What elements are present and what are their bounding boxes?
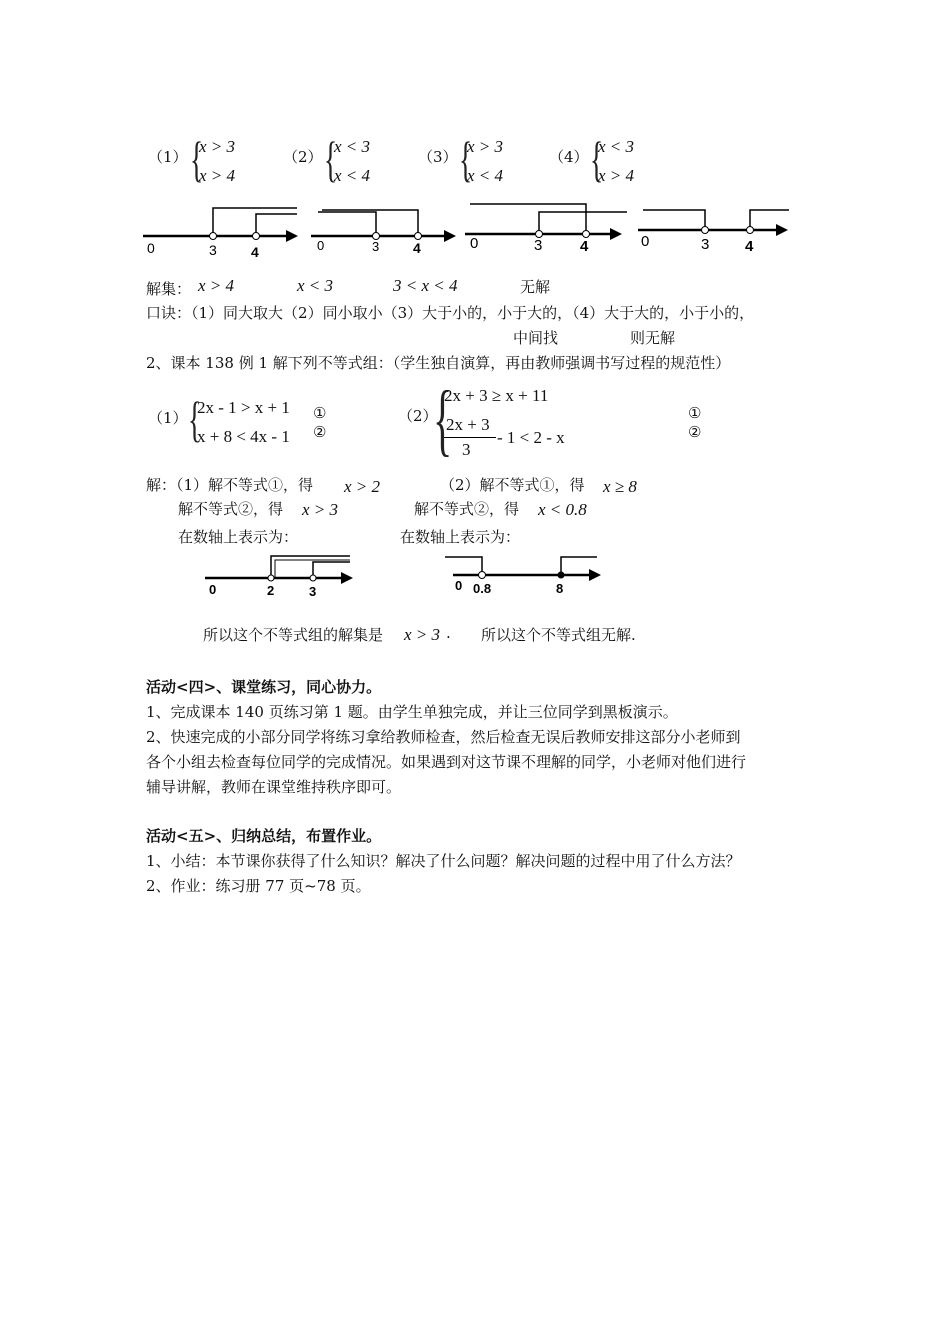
tick-label: 4 — [745, 238, 754, 255]
tick-label: 3 — [701, 236, 710, 253]
fraction-numerator: 2x + 3 — [446, 415, 490, 434]
tick-label: 0 — [470, 235, 479, 252]
number-line-4 — [635, 200, 795, 265]
conclusion-end: . — [446, 624, 451, 642]
mnemonic-sub: 则无解 — [630, 329, 676, 347]
tick-label: 0 — [317, 238, 325, 253]
tick-label: 4 — [580, 238, 589, 255]
number-line-3 — [462, 198, 632, 263]
paragraph: 1、小结：本节课你获得了什么知识？解决了什么问题？解决问题的过程中用了什么方法？ — [146, 852, 741, 870]
brace-icon: { — [433, 376, 453, 464]
paragraph: 2、快速完成的小部分同学将练习拿给教师检查，然后检查无误后教师安排这部分小老师到 — [146, 728, 741, 746]
solution-set: 3 < x < 4 — [393, 276, 458, 295]
solution-math: x > 3 — [302, 500, 339, 519]
activity-4-title: 活动<四>、课堂练习，同心协力。 — [146, 678, 382, 696]
tick-label: 3 — [372, 239, 380, 254]
brace-icon: { — [190, 131, 204, 187]
paragraph: 2、作业：练习册 77 页~78 页。 — [146, 877, 371, 895]
conclusion-text: 所以这个不等式组无解. — [481, 626, 636, 644]
tick-label: 4 — [251, 244, 259, 260]
solution-set: 无解 — [520, 278, 551, 296]
system-label: （4） — [549, 148, 589, 166]
inequality: x < 4 — [467, 166, 504, 185]
inequality: x < 3 — [598, 137, 635, 156]
conclusion-math: x > 3 — [404, 625, 441, 644]
number-line-solution-1 — [200, 548, 360, 600]
solution-text: 解不等式②，得 — [414, 500, 520, 518]
tick-label: 4 — [413, 240, 421, 256]
solution-math: x ≥ 8 — [603, 477, 637, 496]
inequality: 2x + 3 ≥ x + 11 — [444, 386, 549, 405]
inequality: x < 4 — [334, 166, 371, 185]
brace-icon: { — [188, 391, 202, 447]
circled-number: ② — [688, 423, 702, 441]
tick-label: 8 — [556, 581, 564, 596]
system-label: （3） — [418, 148, 458, 166]
number-line-1 — [140, 200, 305, 265]
paragraph: 1、完成课本 140 页练习第 1 题。由学生单独完成，并让三位同学到黑板演示。 — [146, 703, 678, 721]
mnemonic-sub: 中间找 — [513, 329, 559, 347]
system-label: （2） — [398, 407, 438, 425]
solution-set: x > 4 — [198, 276, 235, 295]
paragraph: 各个小组去检查每位同学的完成情况。如果遇到对这节课不理解的同学，小老师对他们进行 — [146, 753, 747, 771]
inequality: - 1 < 2 - x — [497, 428, 565, 447]
solution-text: （2）解不等式①，得 — [440, 476, 585, 494]
tick-label: 0 — [641, 233, 650, 250]
activity-5-title: 活动<五>、归纳总结，布置作业。 — [146, 827, 382, 845]
solution-text: 在数轴上表示为： — [178, 528, 299, 546]
solution-math: x > 2 — [344, 477, 381, 496]
number-line-2 — [308, 200, 468, 265]
inequality: x + 8 < 4x - 1 — [197, 427, 290, 446]
paragraph: 辅导讲解，教师在课堂维持秩序即可。 — [146, 778, 402, 796]
system-label: （1） — [148, 409, 188, 427]
tick-label: 2 — [267, 583, 275, 598]
example-heading: 2、课本 138 例 1 解下列不等式组：（学生独自演算，再由教师强调书写过程的规范性） — [146, 354, 731, 372]
fraction-bar — [444, 437, 496, 438]
solution-text: 解不等式②，得 — [178, 500, 284, 518]
inequality: x > 4 — [598, 166, 635, 185]
system-label: （2） — [283, 148, 323, 166]
tick-label: 0.8 — [473, 581, 492, 596]
solution-text: 解：（1）解不等式①，得 — [146, 476, 314, 494]
tick-label: 3 — [209, 242, 217, 258]
conclusion-text: 所以这个不等式组的解集是 — [203, 626, 384, 644]
tick-label: 3 — [309, 584, 317, 599]
circled-number: ① — [313, 404, 327, 422]
circled-number: ② — [313, 423, 327, 441]
solution-text: 在数轴上表示为： — [400, 528, 521, 546]
circled-number: ① — [688, 404, 702, 422]
inequality: x < 3 — [334, 137, 371, 156]
tick-label: 0 — [455, 578, 463, 593]
mnemonic-line: 口诀：（1）同大取大（2）同小取小（3）大于小的，小于大的，（4）大于大的，小于小的， — [146, 304, 755, 322]
tick-label: 3 — [534, 237, 543, 254]
solution-set: x < 3 — [297, 276, 334, 295]
number-line-solution-2 — [445, 548, 605, 600]
inequality: x > 3 — [467, 137, 504, 156]
brace-icon: { — [324, 131, 338, 187]
solution-math: x < 0.8 — [538, 500, 587, 519]
tick-label: 0 — [147, 240, 155, 256]
brace-icon: { — [459, 131, 473, 187]
inequality: x > 4 — [199, 166, 236, 185]
solution-set-label: 解集： — [146, 280, 192, 298]
fraction-denominator: 3 — [462, 440, 471, 459]
inequality: 2x - 1 > x + 1 — [197, 398, 290, 417]
tick-label: 0 — [209, 582, 217, 597]
inequality: x > 3 — [199, 137, 236, 156]
brace-icon: { — [590, 131, 604, 187]
system-label: （1） — [148, 148, 188, 166]
